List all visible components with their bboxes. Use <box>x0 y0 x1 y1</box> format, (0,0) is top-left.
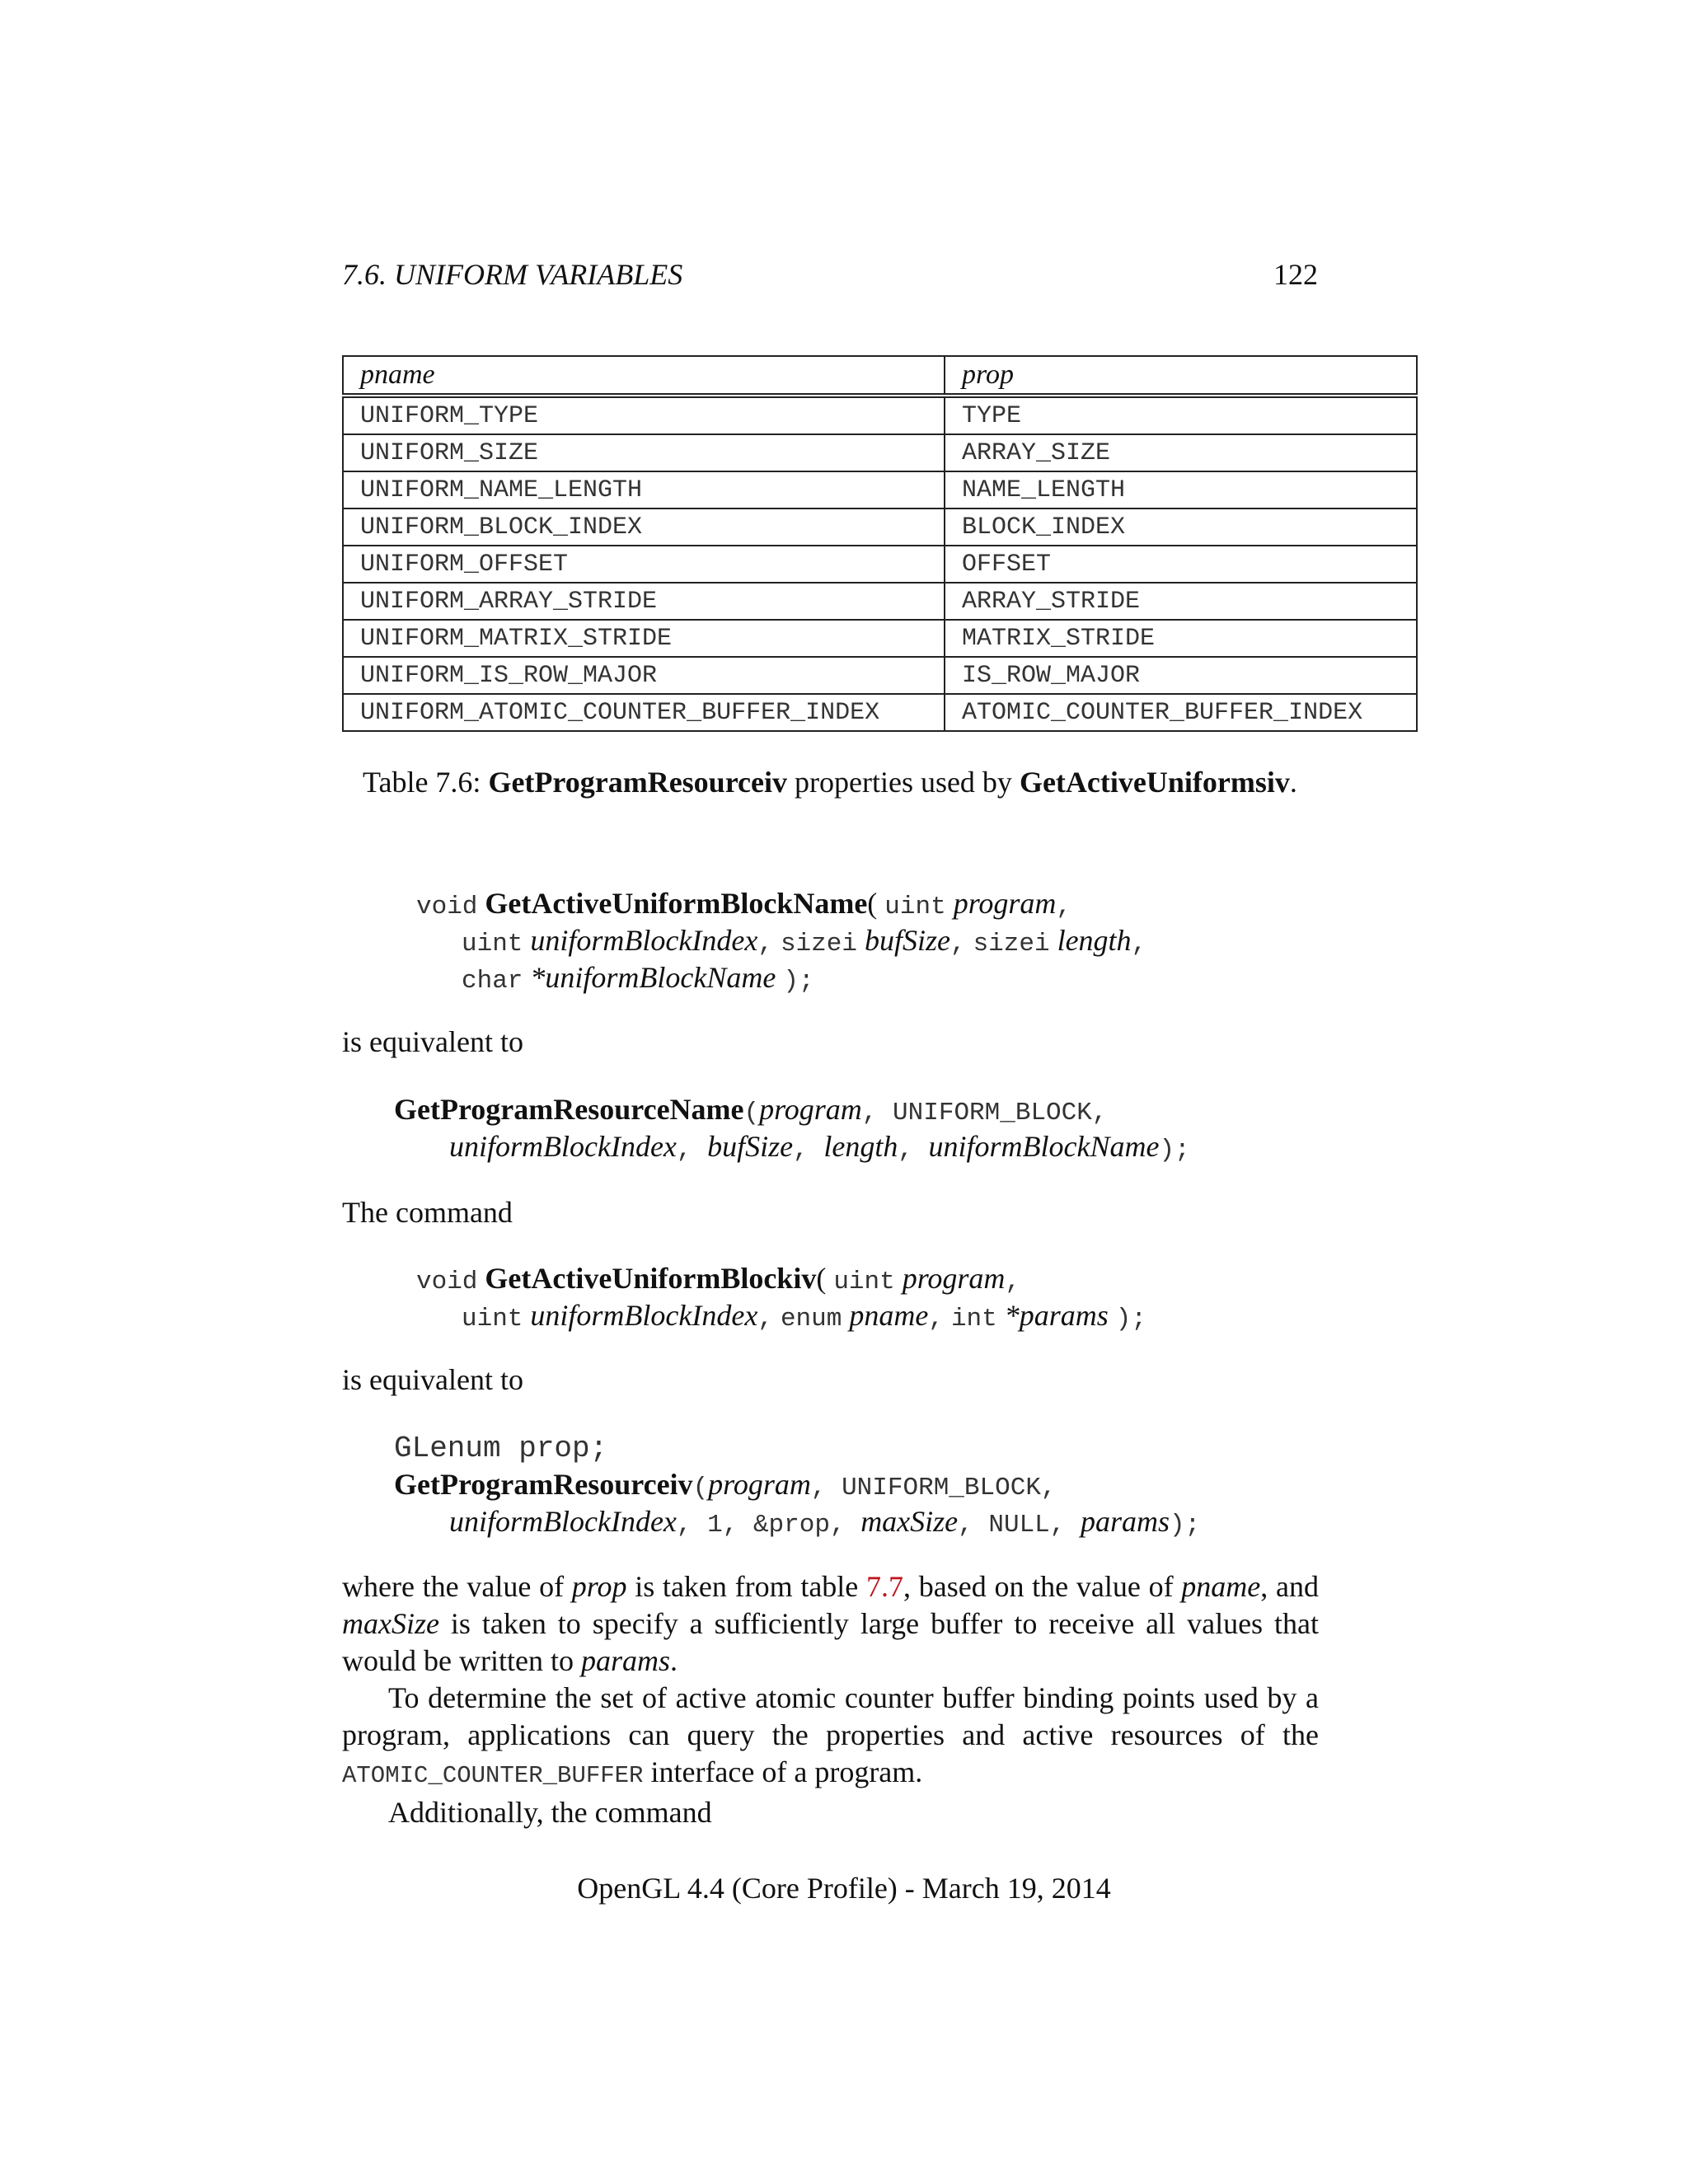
prop-cell: ATOMIC_COUNTER_BUFFER_INDEX <box>945 694 1417 731</box>
prop-cell: TYPE <box>945 396 1417 434</box>
table-header-row <box>343 356 1417 396</box>
table-caption <box>363 765 1297 799</box>
function-name: GetProgramResourceName <box>394 1093 744 1126</box>
caption-command-2: GetActiveUniformsiv <box>1019 766 1290 799</box>
pname-cell: UNIFORM_ATOMIC_COUNTER_BUFFER_INDEX <box>343 694 945 731</box>
column-header-prop: prop <box>945 356 1417 396</box>
pname-cell: UNIFORM_TYPE <box>343 396 945 434</box>
page-footer: OpenGL 4.4 (Core Profile) - March 19, 2014 <box>577 1872 1111 1905</box>
caption-suffix: . <box>1289 766 1297 799</box>
table-row <box>343 546 1417 583</box>
table-reference-link[interactable]: 7.7 <box>866 1570 904 1603</box>
properties-table <box>342 355 1418 732</box>
body-paragraphs <box>342 1568 1319 1831</box>
pname-cell: UNIFORM_ARRAY_STRIDE <box>343 583 945 620</box>
function-name: GetProgramResourceiv <box>394 1468 693 1501</box>
prop-cell: MATRIX_STRIDE <box>945 620 1417 657</box>
section-header: 7.6. UNIFORM VARIABLES <box>342 258 683 291</box>
equivalence-text: is equivalent to <box>342 1363 523 1396</box>
the-command-text: The command <box>342 1196 513 1229</box>
table-row <box>343 434 1417 471</box>
caption-prefix: Table 7.6: <box>363 766 489 799</box>
column-header-pname: pname <box>343 356 945 396</box>
table-row <box>343 471 1417 509</box>
prop-cell: ARRAY_SIZE <box>945 434 1417 471</box>
pname-cell: UNIFORM_IS_ROW_MAJOR <box>343 657 945 694</box>
caption-middle: properties used by <box>787 766 1020 799</box>
prop-cell: OFFSET <box>945 546 1417 583</box>
pname-cell: UNIFORM_OFFSET <box>343 546 945 583</box>
prop-cell: ARRAY_STRIDE <box>945 583 1417 620</box>
page-number: 122 <box>1273 258 1318 291</box>
table-row <box>343 583 1417 620</box>
paragraph-additionally: Additionally, the command <box>388 1796 712 1829</box>
pname-cell: UNIFORM_BLOCK_INDEX <box>343 509 945 546</box>
paragraph-prop-explanation: where the value of prop is taken from table 7.7, based on the value of pname, and maxSize is taken to specify a sufficiently large buffer to receive all values that would be written to params. <box>342 1570 1319 1677</box>
equivalence-text: is equivalent to <box>342 1025 523 1058</box>
table-row <box>343 396 1417 434</box>
pname-cell: UNIFORM_MATRIX_STRIDE <box>343 620 945 657</box>
prop-cell: BLOCK_INDEX <box>945 509 1417 546</box>
paragraph-atomic-counter: To determine the set of active atomic counter buffer binding points used by a program, applications can query the properties and active resources of the ATOMIC_COUNTER_BUFFER interface of a program. <box>342 1681 1319 1789</box>
table-row <box>343 509 1417 546</box>
caption-command-1: GetProgramResourceiv <box>488 766 787 799</box>
table-row <box>343 694 1417 731</box>
pname-cell: UNIFORM_SIZE <box>343 434 945 471</box>
pname-cell: UNIFORM_NAME_LENGTH <box>343 471 945 509</box>
table-row <box>343 657 1417 694</box>
table-row <box>343 620 1417 657</box>
prop-declaration: GLenum prop; <box>394 1432 608 1465</box>
function-name: GetActiveUniformBlockiv <box>485 1262 817 1295</box>
prop-cell: IS_ROW_MAJOR <box>945 657 1417 694</box>
prop-cell: NAME_LENGTH <box>945 471 1417 509</box>
function-name: GetActiveUniformBlockName <box>485 887 868 920</box>
